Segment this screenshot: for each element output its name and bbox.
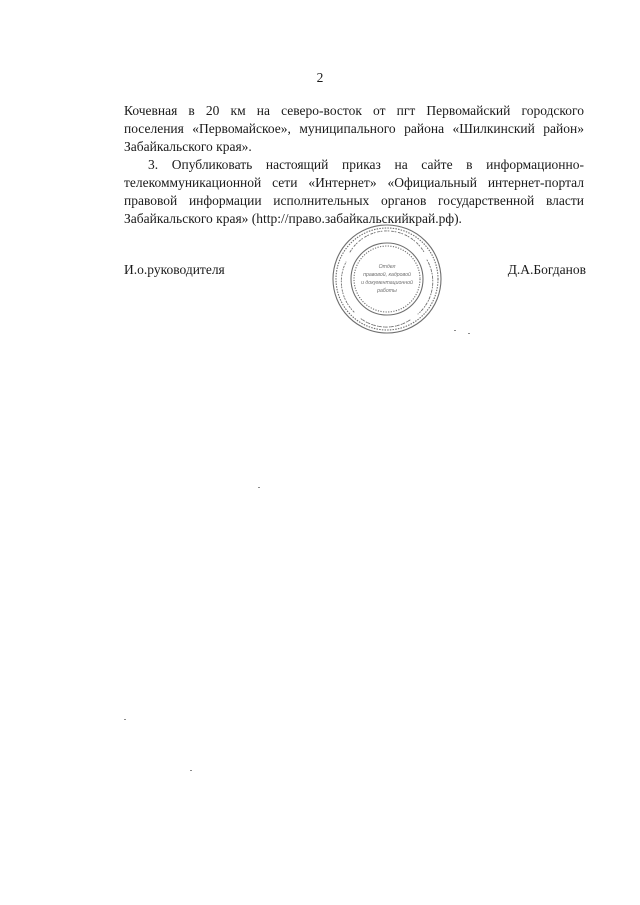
scan-speck xyxy=(190,770,192,771)
page-number: 2 xyxy=(316,70,324,85)
signatory-name: Д.А.Богданов xyxy=(507,262,586,277)
text-line: правовой информации исполнительных органов государственной власти xyxy=(124,193,584,208)
seal-outer-ring xyxy=(333,225,441,333)
signatory-title: И.о.руководителя xyxy=(124,262,225,277)
seal-center-line: Отдел xyxy=(378,264,396,270)
seal-center-line: правовой, кадровой xyxy=(363,272,411,278)
paragraph-item-3 xyxy=(124,156,584,228)
text-line: телекоммуникационной сети «Интернет» «Официальный интернет-портал xyxy=(124,175,584,190)
seal-center-line: работы xyxy=(377,288,397,294)
seal-rings xyxy=(333,225,441,333)
text-line: поселения «Первомайское», муниципального района «Шилкинский район» xyxy=(124,121,584,136)
text-line: Забайкальского края». xyxy=(124,139,252,154)
text-line: Забайкальского края» (http://право.забайкальскийкрай.рф). xyxy=(124,211,462,226)
scan-speck xyxy=(468,333,470,334)
seal-inner-ring-inner xyxy=(354,246,420,312)
official-seal-stamp xyxy=(330,222,444,336)
paragraph-continuation xyxy=(124,102,584,156)
text-line: Кочевная в 20 км на северо-восток от пгт Первомайский городского xyxy=(124,103,584,118)
seal-center-text xyxy=(361,264,413,294)
seal-inner-ring xyxy=(351,243,423,315)
seal-center-line: и документационной xyxy=(361,280,413,286)
text-line: 3. Опубликовать настоящий приказ на сайте в информационно- xyxy=(148,157,584,172)
scan-speck xyxy=(454,330,456,331)
seal-ring-lettering xyxy=(341,231,432,327)
body-text xyxy=(124,102,584,228)
scan-speck xyxy=(258,487,260,488)
scan-speck xyxy=(124,719,126,720)
